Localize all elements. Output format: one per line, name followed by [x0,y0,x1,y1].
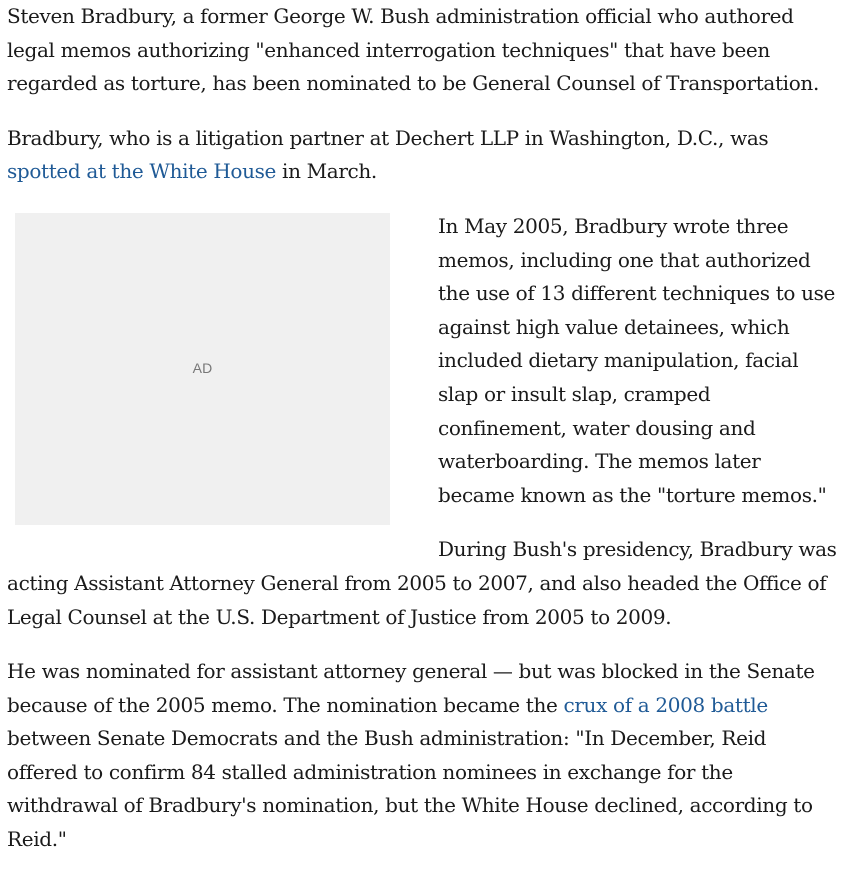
ad-label: AD [192,360,213,377]
paragraph-blocked-nomination [7,655,837,857]
link-spotted-at-white-house[interactable]: spotted at the White House [7,159,277,184]
article-body [7,0,837,878]
paragraph-text: Bradbury, who is a litigation partner at Dechert LLP in Washington, D.C., was [7,125,769,150]
paragraph-text: in March. [276,159,377,184]
paragraph-torture-memos: In May 2005, Bradbury wrote three memos, including one that authorized the use of 13 different techniques to use against high value detainees, which included dietary manipulation, facial slap or insult slap, cramped confinement, water dousing and waterboarding. The memos later became known as the "torture memos." [438,213,836,507]
paragraph-text: between Senate Democrats and the Bush administration: "In December, Reid offered to confirm 84 stalled administration nominees in exchange for the withdrawal of Bradbury's nomination, but the White House declined, according to Reid." [7,726,813,852]
paragraph-text: He was nominated for assistant attorney general — but was blocked in the Senate because of the 2005 memo. The nomination became the [7,659,815,717]
link-crux-of-2008-battle[interactable]: crux of a 2008 battle [563,692,768,717]
ad-placeholder[interactable] [15,213,390,525]
paragraph-bush-presidency: During Bush's presidency, Bradbury was acting Assistant Attorney General from 2005 to 2007, and also headed the Office of Legal Counsel at the U.S. Department of Justice from 2005 to 2009. [7,537,837,629]
paragraph-white-house-visit [7,122,837,189]
paragraph-nomination: Steven Bradbury, a former George W. Bush administration official who authored legal memos authorizing "enhanced interrogation techniques" that have been regarded as torture, has been nominated to be General Counsel of Transportation. [7,4,819,96]
